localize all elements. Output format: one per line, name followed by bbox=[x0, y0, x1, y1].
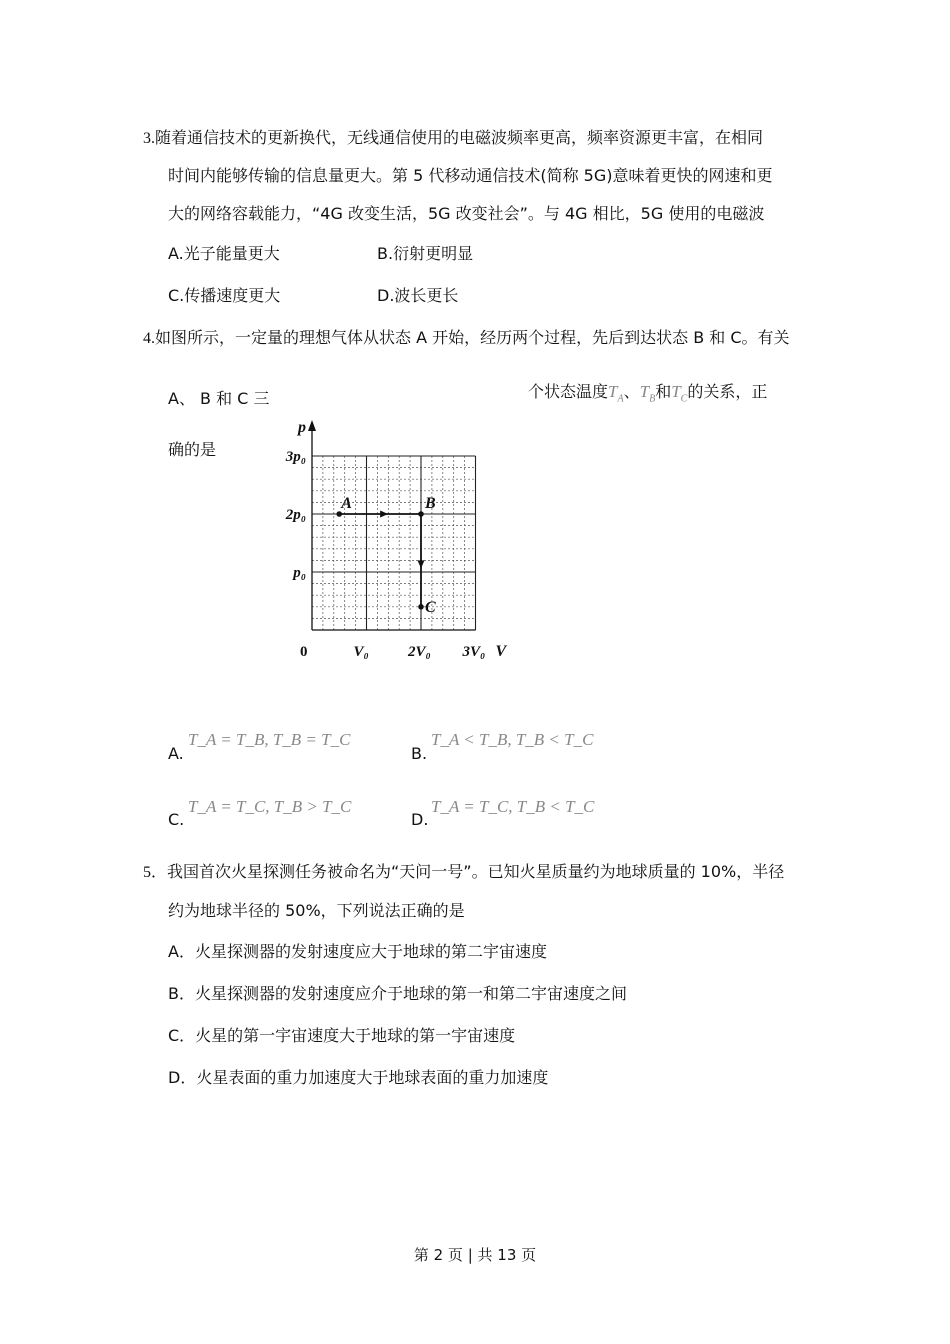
q4-option-c-label: C. bbox=[168, 810, 185, 829]
state-label-c: C bbox=[425, 598, 436, 616]
x-tick-label: 2V₀ bbox=[408, 644, 431, 660]
y-axis-arrow bbox=[308, 420, 316, 431]
q3-text-1: 随着通信技术的更新换代，无线通信使用的电磁波频率更高，频率资源更丰富，在相同 bbox=[155, 128, 764, 147]
q4-sep: 、 bbox=[623, 382, 640, 401]
q4-number: 4. bbox=[143, 330, 155, 347]
q4-option-d-label: D. bbox=[411, 810, 429, 829]
q4-and: 和 bbox=[655, 382, 672, 401]
axes bbox=[308, 420, 476, 630]
q4-ta: $T_A$ bbox=[608, 382, 624, 405]
q4-option-b-expr: T_A < T_B, T_B < T_C bbox=[431, 730, 594, 749]
state-label-b: B bbox=[425, 495, 436, 512]
q3-option-c: C.传播速度更大 bbox=[168, 286, 281, 305]
state-point-c bbox=[418, 604, 424, 610]
grid-minor bbox=[312, 456, 476, 630]
q5-text-1: 我国首次火星探测任务被命名为“天问一号”。已知火星质量约为地球质量的 10%，半径 bbox=[167, 862, 785, 881]
process-arrow bbox=[380, 511, 388, 518]
q4-line2-pre: 个状态温度 bbox=[528, 382, 609, 401]
state-point-a bbox=[336, 511, 342, 517]
q4-text-1: 如图所示，一定量的理想气体从状态 A 开始，经历两个过程，先后到达状态 B 和 C。有关 bbox=[155, 328, 790, 347]
q4-option-a-label: A. bbox=[168, 744, 184, 763]
q3-option-a: A.光子能量更大 bbox=[168, 244, 280, 263]
pv-diagram bbox=[270, 415, 530, 660]
q4-line-2-left: A、 B 和 C 三 bbox=[168, 389, 270, 408]
y-tick-label: 2p₀ bbox=[285, 507, 306, 523]
q3-number: 3. bbox=[143, 130, 155, 147]
q4-line-1 bbox=[143, 328, 790, 349]
state-label-a: A bbox=[341, 495, 352, 512]
q3-option-d: D.波长更长 bbox=[377, 286, 459, 305]
y-tick-label: 3p₀ bbox=[285, 449, 306, 465]
process-arrow bbox=[418, 560, 425, 568]
q5-number: 5． bbox=[143, 864, 168, 881]
q4-option-a-expr: T_A = T_B, T_B = T_C bbox=[188, 730, 351, 749]
x-tick-label: 3V₀ bbox=[462, 644, 486, 660]
x-tick-label: V₀ bbox=[353, 644, 369, 660]
axis-labels bbox=[285, 419, 508, 660]
q4-line-2-right bbox=[528, 382, 767, 409]
y-axis-label: p bbox=[298, 419, 306, 436]
q5-option-d: D．火星表面的重力加速度大于地球表面的重力加速度 bbox=[168, 1068, 549, 1087]
q5-option-b: B．火星探测器的发射速度应介于地球的第一和第二宇宙速度之间 bbox=[168, 984, 627, 1003]
grid-major bbox=[312, 456, 476, 630]
q4-line-3: 确的是 bbox=[168, 440, 217, 459]
q5-line-2: 约为地球半径的 50%，下列说法正确的是 bbox=[168, 901, 465, 920]
x-axis-label: V bbox=[495, 643, 507, 660]
x-tick-label: 0 bbox=[300, 644, 308, 660]
process-paths bbox=[339, 511, 424, 607]
q3-line-2: 时间内能够传输的信息量更大。第 5 代移动通信技术(简称 5G)意味着更快的网速和更 bbox=[168, 166, 773, 185]
page-footer: 第 2 页 | 共 13 页 bbox=[413, 1246, 537, 1264]
q3-line-1 bbox=[143, 128, 763, 149]
q4-line2-post: 的关系，正 bbox=[687, 382, 768, 401]
q4-option-b-label: B. bbox=[411, 744, 428, 763]
q5-option-c: C．火星的第一宇宙速度大于地球的第一宇宙速度 bbox=[168, 1026, 516, 1045]
q4-option-d-expr: T_A = T_C, T_B < T_C bbox=[431, 797, 595, 816]
q3-line-3: 大的网络容载能力，“4G 改变生活，5G 改变社会”。与 4G 相比，5G 使用的电磁波 bbox=[168, 204, 765, 223]
q4-tc: $T_C$ bbox=[671, 382, 688, 405]
q4-option-c-expr: T_A = T_C, T_B > T_C bbox=[188, 797, 352, 816]
y-tick-label: p₀ bbox=[293, 565, 306, 581]
q4-tb: $T_B$ bbox=[639, 382, 656, 405]
state-point-b bbox=[418, 511, 424, 517]
q5-line-1 bbox=[143, 862, 784, 883]
q5-option-a: A．火星探测器的发射速度应大于地球的第二宇宙速度 bbox=[168, 942, 547, 961]
q3-option-b: B.衍射更明显 bbox=[377, 244, 474, 263]
